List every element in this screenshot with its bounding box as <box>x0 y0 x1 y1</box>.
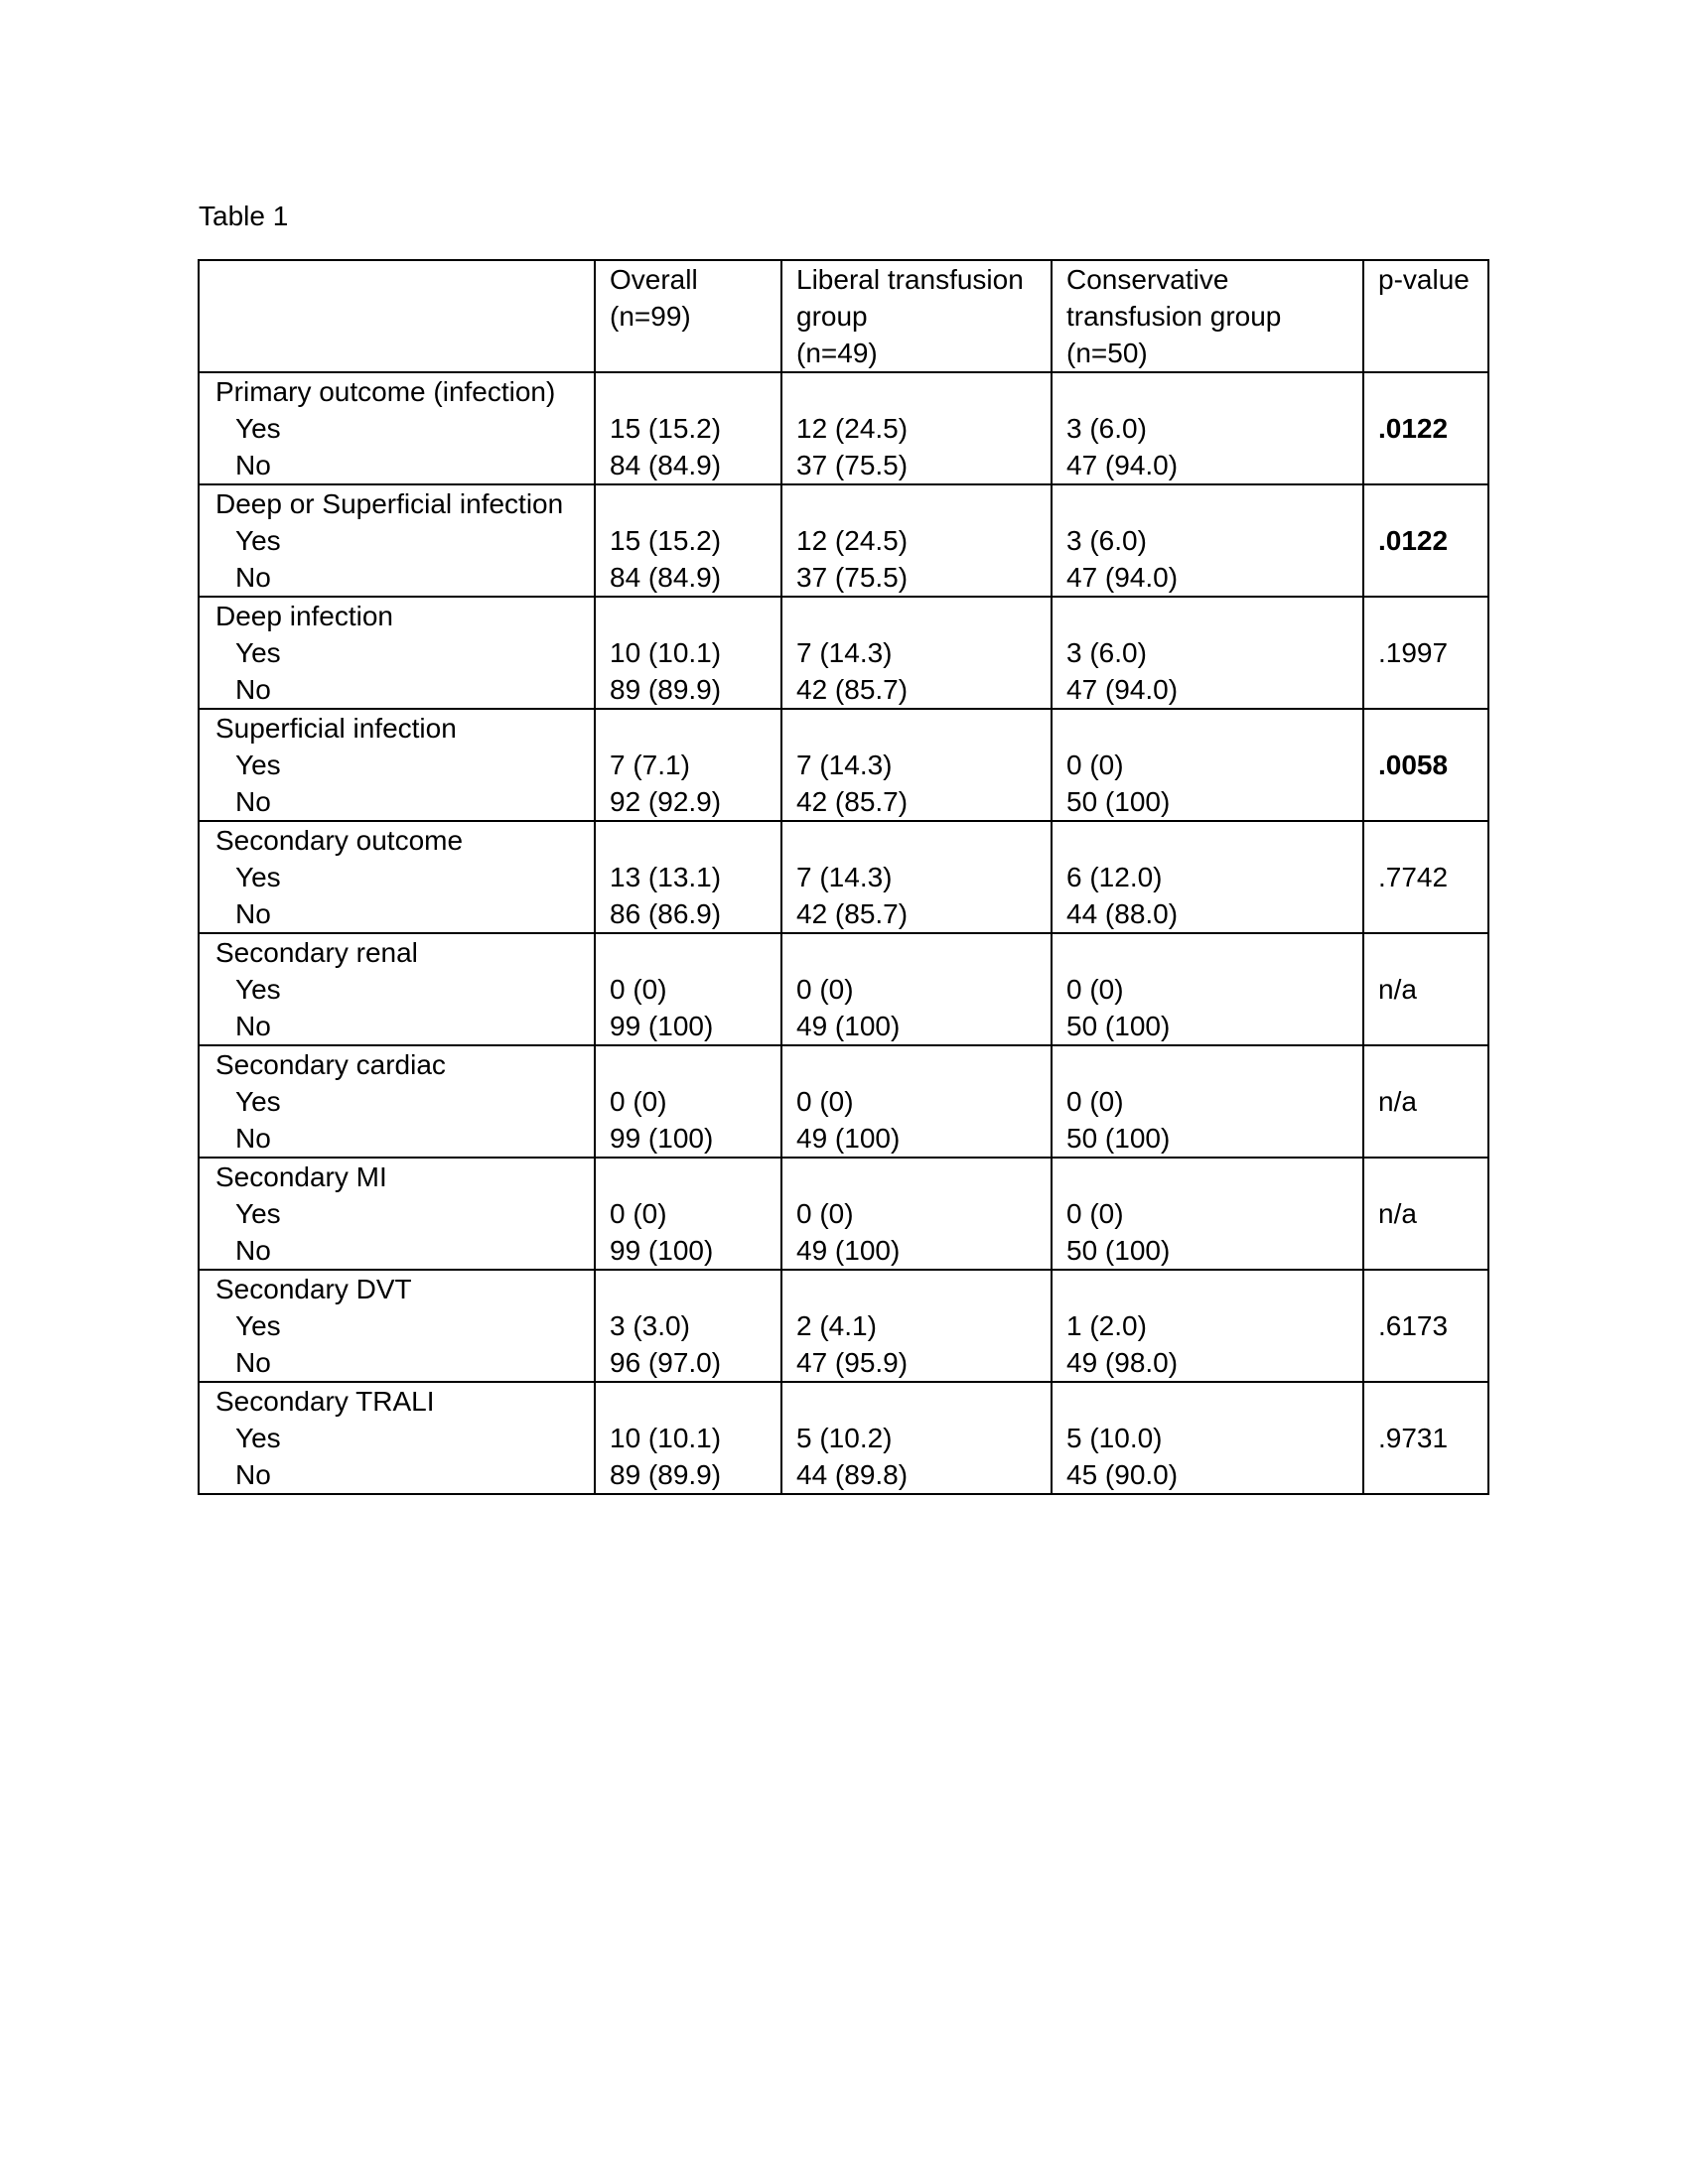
table-caption: Table 1 <box>199 201 289 231</box>
header-liberal-line: group <box>796 301 868 332</box>
conservative-cell <box>1052 1270 1363 1382</box>
value-no: 50 (100) <box>1066 1011 1171 1041</box>
value-yes: 3 (6.0) <box>1066 413 1147 444</box>
value-yes: 13 (13.1) <box>610 862 722 892</box>
value-no: 89 (89.9) <box>610 1459 722 1490</box>
overall-cell <box>595 372 781 484</box>
liberal-cell <box>781 372 1052 484</box>
row-sub-label: Yes <box>235 1198 281 1229</box>
header-blank <box>199 260 595 372</box>
p-value: .0122 <box>1378 413 1449 444</box>
row-label-cell <box>199 372 595 484</box>
value-yes: 12 (24.5) <box>796 525 909 556</box>
value-no: 47 (94.0) <box>1066 562 1179 593</box>
row-sub-label: Yes <box>235 525 281 556</box>
liberal-cell <box>781 484 1052 597</box>
row-sub-label: No <box>235 674 271 705</box>
p-value: .6173 <box>1378 1310 1449 1341</box>
conservative-cell <box>1052 709 1363 821</box>
conservative-cell <box>1052 821 1363 933</box>
row-label-cell <box>199 1045 595 1158</box>
p-value: .0058 <box>1378 750 1449 780</box>
p-value-cell <box>1363 372 1488 484</box>
table-header <box>199 260 1488 372</box>
value-yes: 0 (0) <box>796 1198 854 1229</box>
row-label: Secondary TRALI <box>215 1386 435 1417</box>
value-yes: 10 (10.1) <box>610 637 722 668</box>
header-conservative-line: transfusion group <box>1066 301 1282 332</box>
overall-cell <box>595 709 781 821</box>
table-row <box>199 933 1488 1045</box>
liberal-cell <box>781 821 1052 933</box>
row-label-cell <box>199 1270 595 1382</box>
conservative-cell <box>1052 1382 1363 1494</box>
value-yes: 1 (2.0) <box>1066 1310 1147 1341</box>
value-yes: 0 (0) <box>796 1086 854 1117</box>
header-conservative-line: (n=50) <box>1066 338 1148 368</box>
value-yes: 0 (0) <box>1066 750 1124 780</box>
row-sub-label: No <box>235 898 271 929</box>
table-row <box>199 484 1488 597</box>
overall-cell <box>595 933 781 1045</box>
header-overall-line: Overall <box>610 264 698 295</box>
table-row <box>199 821 1488 933</box>
row-label: Primary outcome (infection) <box>215 376 556 407</box>
liberal-cell <box>781 709 1052 821</box>
row-sub-label: Yes <box>235 862 281 892</box>
row-sub-label: No <box>235 1347 271 1378</box>
row-sub-label: Yes <box>235 1086 281 1117</box>
value-no: 44 (89.8) <box>796 1459 909 1490</box>
row-sub-label: Yes <box>235 1423 281 1453</box>
value-no: 49 (98.0) <box>1066 1347 1179 1378</box>
value-yes: 15 (15.2) <box>610 413 722 444</box>
header-conservative-line: Conservative <box>1066 264 1229 295</box>
conservative-cell <box>1052 372 1363 484</box>
p-value: n/a <box>1378 974 1417 1005</box>
value-no: 96 (97.0) <box>610 1347 722 1378</box>
value-yes: 5 (10.0) <box>1066 1423 1163 1453</box>
value-no: 49 (100) <box>796 1123 901 1154</box>
p-value-cell <box>1363 484 1488 597</box>
value-yes: 3 (6.0) <box>1066 637 1147 668</box>
value-yes: 0 (0) <box>610 1198 667 1229</box>
row-label: Secondary DVT <box>215 1274 412 1304</box>
value-yes: 0 (0) <box>610 1086 667 1117</box>
value-no: 37 (75.5) <box>796 562 909 593</box>
row-sub-label: Yes <box>235 750 281 780</box>
value-no: 44 (88.0) <box>1066 898 1179 929</box>
p-value: .7742 <box>1378 862 1449 892</box>
row-label-cell <box>199 597 595 709</box>
overall-cell <box>595 1270 781 1382</box>
value-no: 37 (75.5) <box>796 450 909 480</box>
liberal-cell <box>781 933 1052 1045</box>
header-overall <box>595 260 781 372</box>
header-liberal-line: Liberal transfusion <box>796 264 1024 295</box>
conservative-cell <box>1052 484 1363 597</box>
table-row <box>199 1382 1488 1494</box>
value-yes: 3 (3.0) <box>610 1310 690 1341</box>
table-row <box>199 1158 1488 1270</box>
table-body <box>199 372 1488 1494</box>
liberal-cell <box>781 1158 1052 1270</box>
header-p-value <box>1363 260 1488 372</box>
liberal-cell <box>781 1045 1052 1158</box>
row-sub-label: No <box>235 1235 271 1266</box>
row-label: Secondary outcome <box>215 825 464 856</box>
row-sub-label: Yes <box>235 413 281 444</box>
conservative-cell <box>1052 933 1363 1045</box>
value-no: 47 (95.9) <box>796 1347 909 1378</box>
p-value-cell <box>1363 1158 1488 1270</box>
row-label-cell <box>199 484 595 597</box>
value-no: 50 (100) <box>1066 1123 1171 1154</box>
value-yes: 2 (4.1) <box>796 1310 877 1341</box>
overall-cell <box>595 1382 781 1494</box>
row-sub-label: Yes <box>235 637 281 668</box>
row-sub-label: No <box>235 450 271 480</box>
row-sub-label: No <box>235 1011 271 1041</box>
p-value: n/a <box>1378 1086 1417 1117</box>
p-value: .0122 <box>1378 525 1449 556</box>
header-liberal <box>781 260 1052 372</box>
row-label: Deep or Superficial infection <box>215 488 564 519</box>
value-no: 42 (85.7) <box>796 898 909 929</box>
overall-cell <box>595 821 781 933</box>
overall-cell <box>595 484 781 597</box>
value-yes: 0 (0) <box>610 974 667 1005</box>
row-label-cell <box>199 709 595 821</box>
value-no: 50 (100) <box>1066 786 1171 817</box>
row-label: Secondary MI <box>215 1161 387 1192</box>
p-value-cell <box>1363 933 1488 1045</box>
row-label-cell <box>199 1382 595 1494</box>
p-value-cell <box>1363 1382 1488 1494</box>
row-label: Superficial infection <box>215 713 457 744</box>
liberal-cell <box>781 1382 1052 1494</box>
value-yes: 15 (15.2) <box>610 525 722 556</box>
row-label-cell <box>199 1158 595 1270</box>
results-table <box>198 259 1489 1495</box>
overall-cell <box>595 1158 781 1270</box>
value-yes: 6 (12.0) <box>1066 862 1163 892</box>
header-row <box>199 260 1488 372</box>
liberal-cell <box>781 597 1052 709</box>
value-no: 45 (90.0) <box>1066 1459 1179 1490</box>
value-yes: 7 (14.3) <box>796 637 893 668</box>
row-sub-label: Yes <box>235 1310 281 1341</box>
value-yes: 7 (14.3) <box>796 862 893 892</box>
conservative-cell <box>1052 1158 1363 1270</box>
p-value: n/a <box>1378 1198 1417 1229</box>
value-yes: 12 (24.5) <box>796 413 909 444</box>
value-no: 47 (94.0) <box>1066 450 1179 480</box>
conservative-cell <box>1052 597 1363 709</box>
row-label: Secondary renal <box>215 937 418 968</box>
value-no: 92 (92.9) <box>610 786 722 817</box>
overall-cell <box>595 597 781 709</box>
row-label-cell <box>199 933 595 1045</box>
value-no: 47 (94.0) <box>1066 674 1179 705</box>
value-no: 49 (100) <box>796 1011 901 1041</box>
p-value-cell <box>1363 1270 1488 1382</box>
table-row <box>199 709 1488 821</box>
header-liberal-line: (n=49) <box>796 338 878 368</box>
row-sub-label: No <box>235 1459 271 1490</box>
row-label-cell <box>199 821 595 933</box>
value-no: 99 (100) <box>610 1123 714 1154</box>
value-yes: 0 (0) <box>1066 974 1124 1005</box>
value-no: 99 (100) <box>610 1011 714 1041</box>
value-no: 49 (100) <box>796 1235 901 1266</box>
p-value: .9731 <box>1378 1423 1449 1453</box>
value-no: 84 (84.9) <box>610 450 722 480</box>
value-no: 99 (100) <box>610 1235 714 1266</box>
value-no: 89 (89.9) <box>610 674 722 705</box>
conservative-cell <box>1052 1045 1363 1158</box>
row-label: Secondary cardiac <box>215 1049 446 1080</box>
value-no: 86 (86.9) <box>610 898 722 929</box>
value-yes: 0 (0) <box>796 974 854 1005</box>
value-yes: 0 (0) <box>1066 1198 1124 1229</box>
header-p-value-line: p-value <box>1378 264 1470 295</box>
value-yes: 7 (14.3) <box>796 750 893 780</box>
table-row <box>199 1045 1488 1158</box>
p-value-cell <box>1363 709 1488 821</box>
value-no: 84 (84.9) <box>610 562 722 593</box>
row-sub-label: No <box>235 562 271 593</box>
value-yes: 10 (10.1) <box>610 1423 722 1453</box>
table-row <box>199 1270 1488 1382</box>
value-no: 42 (85.7) <box>796 674 909 705</box>
p-value-cell <box>1363 597 1488 709</box>
table-row <box>199 372 1488 484</box>
overall-cell <box>595 1045 781 1158</box>
value-no: 42 (85.7) <box>796 786 909 817</box>
header-conservative <box>1052 260 1363 372</box>
table-row <box>199 597 1488 709</box>
p-value-cell <box>1363 1045 1488 1158</box>
row-label: Deep infection <box>215 601 394 631</box>
value-yes: 0 (0) <box>1066 1086 1124 1117</box>
row-sub-label: Yes <box>235 974 281 1005</box>
value-yes: 7 (7.1) <box>610 750 690 780</box>
p-value: .1997 <box>1378 637 1449 668</box>
value-yes: 5 (10.2) <box>796 1423 893 1453</box>
liberal-cell <box>781 1270 1052 1382</box>
row-sub-label: No <box>235 1123 271 1154</box>
p-value-cell <box>1363 821 1488 933</box>
header-overall-line: (n=99) <box>610 301 691 332</box>
value-yes: 3 (6.0) <box>1066 525 1147 556</box>
value-no: 50 (100) <box>1066 1235 1171 1266</box>
row-sub-label: No <box>235 786 271 817</box>
